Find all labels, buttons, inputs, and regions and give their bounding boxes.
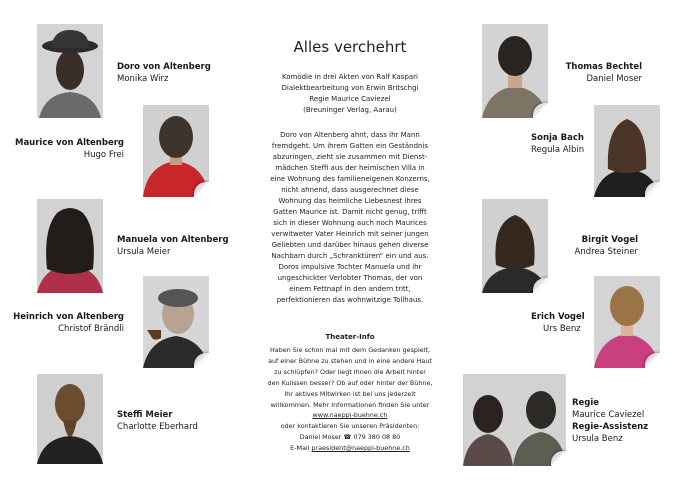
synopsis-line: verwitweter Vater Heinrich mit seiner jungen	[271, 230, 429, 238]
info-line: willkommen. Mehr Informationen finden Sie unter	[270, 401, 430, 409]
photo-doro	[37, 24, 103, 118]
role-assistenz: Regie-Assistenz	[572, 422, 649, 432]
actor-regie: Maurice Caviezel	[572, 410, 645, 420]
synopsis-line: mädchen Steffi aus der heimischen Villa in	[275, 164, 425, 172]
synopsis-line: Doros impulsive Tochter Manuela und ihr	[278, 263, 422, 271]
synopsis-line: sich in dieser Wohnung auch noch Maurices	[273, 219, 427, 227]
synopsis-line: einem Fettnapf in den andern tritt,	[289, 285, 411, 293]
role-heinrich: Heinrich von Altenberg	[13, 312, 124, 322]
actor-erich: Urs Benz	[543, 324, 581, 334]
website-link[interactable]: www.naeppi-buehne.ch	[312, 411, 388, 419]
credit-line: Komödie in drei Akten von Ralf Kaspari	[281, 73, 419, 81]
credit-line: Dialektbearbeitung von Erwin Britschgi	[281, 84, 419, 92]
photo-birgit	[482, 199, 548, 293]
role-erich: Erich Vogel	[531, 312, 585, 322]
synopsis-line: perfektionieren das wohnwitzige Tollhaus.	[276, 296, 424, 304]
photo-heinrich	[143, 276, 209, 368]
role-steffi: Steffi Meier	[117, 410, 173, 420]
actor-assistenz: Ursula Benz	[572, 434, 623, 444]
photo-manuela	[37, 199, 103, 293]
info-line: den Kulissen besser? Ob auf oder hinter der Bühne,	[267, 379, 433, 387]
email-label: E-Mail	[290, 444, 310, 452]
synopsis-line: Wohnung das heimliche Liebesnest ihres	[278, 197, 422, 205]
info-line: Haben Sie schon mal mit dem Gedanken gespielt,	[270, 346, 430, 354]
synopsis-line: Doro von Altenberg ahnt, dass ihr Mann	[280, 131, 420, 139]
role-birgit: Birgit Vogel	[581, 235, 638, 245]
contact-line: oder kontaktieren Sie unseren Präsidenten:	[280, 422, 420, 430]
synopsis-line: Nachbarn durch „Schranktüren“ ein und aus.	[271, 252, 429, 260]
actor-maurice: Hugo Frei	[83, 150, 124, 160]
email-line	[235, 443, 465, 454]
role-sonja: Sonja Bach	[531, 133, 584, 143]
president-line	[235, 432, 465, 443]
actor-steffi: Charlotte Eberhard	[117, 422, 198, 432]
role-manuela: Manuela von Altenberg	[117, 235, 229, 245]
synopsis-line: fremdgeht. Um ihrem Gatten ein Geständnis	[271, 142, 429, 150]
email-link[interactable]: praesident@naeppi-buehne.ch	[311, 444, 410, 452]
actor-manuela: Ursula Meier	[117, 247, 171, 257]
info-line: zu schlüpfen? Oder liegt Ihnen die Arbeit hinter	[274, 368, 426, 376]
info-line: auf einer Bühne zu stehen und in eine andere Haut	[268, 357, 432, 365]
role-doro: Doro von Altenberg	[117, 62, 211, 72]
actor-sonja: Regula Albin	[531, 145, 585, 155]
photo-steffi	[37, 374, 103, 464]
synopsis-line: ungeschickter Verlobter Thomas, der von	[277, 274, 423, 282]
photo-regie	[463, 374, 566, 466]
credit-line: Regie Maurice Caviezel	[309, 95, 391, 103]
photo-erich	[594, 276, 660, 368]
president-phone: 079 380 08 80	[353, 433, 401, 441]
role-thomas: Thomas Bechtel	[565, 62, 642, 72]
president-name: Daniel Moser	[299, 433, 342, 441]
synopsis-line: abzuringen, zieht sie zusammen mit Dienst-	[272, 153, 428, 161]
phone-icon: ☎	[343, 433, 352, 441]
actor-heinrich: Christof Brändli	[58, 324, 124, 334]
info-heading: Theater-Info	[325, 333, 375, 341]
actor-thomas: Daniel Moser	[586, 74, 642, 84]
photo-maurice	[143, 105, 209, 197]
role-maurice: Maurice von Altenberg	[14, 138, 124, 148]
synopsis-line: Gatten Maurice ist. Damit nicht genug, trifft	[273, 208, 427, 216]
photo-sonja	[594, 105, 660, 197]
synopsis-line: eine Wohnung des familieneigenen Konzerns,	[270, 175, 430, 183]
role-regie: Regie	[572, 398, 600, 408]
actor-birgit: Andrea Steiner	[574, 247, 638, 257]
info-line: Ihr aktives Mitwirken ist bei uns jederzeit	[284, 390, 416, 398]
synopsis-line: nicht ahnend, dass ausgerechnet diese	[281, 186, 419, 194]
credit-line: (Breuninger Verlag, Aarau)	[303, 106, 397, 114]
actor-doro: Monika Wirz	[117, 74, 169, 84]
page-title: Alles verchehrt	[293, 38, 407, 56]
synopsis-line: Geliebten und darüber hinaus gehen diverse	[271, 241, 429, 249]
